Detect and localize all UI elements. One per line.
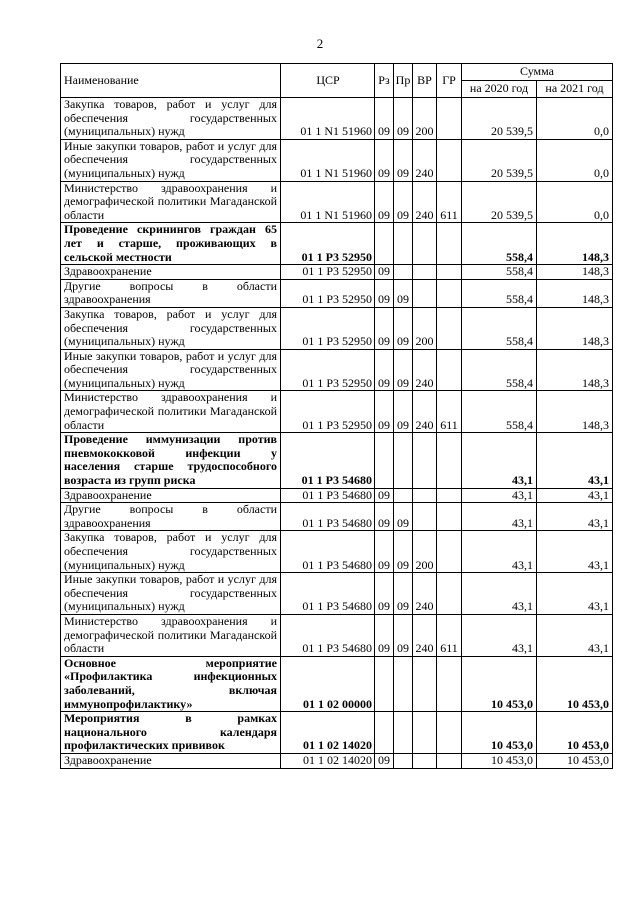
row-csr: 01 1 P3 54680 — [281, 433, 375, 488]
row-sum-2020: 20 539,5 — [462, 98, 537, 140]
row-csr: 01 1 02 14020 — [281, 712, 375, 754]
row-name: Закупка товаров, работ и услуг для обеспечения государственных (муниципальных) нужд — [61, 531, 281, 573]
row-sum-2020: 43,1 — [462, 488, 537, 503]
row-gr: 611 — [437, 614, 462, 656]
row-csr: 01 1 N1 51960 — [281, 139, 375, 181]
row-pr: 09 — [394, 573, 413, 615]
header-year-2020: на 2020 год — [462, 81, 537, 98]
header-vr: ВР — [413, 64, 437, 98]
row-sum-2021: 43,1 — [537, 503, 613, 531]
row-sum-2020: 10 453,0 — [462, 712, 537, 754]
row-vr — [413, 656, 437, 711]
row-pr — [394, 223, 413, 265]
row-pr — [394, 265, 413, 280]
row-rz: 09 — [375, 503, 394, 531]
table-header — [61, 64, 613, 98]
row-name: Здравоохранение — [61, 753, 281, 768]
row-pr — [394, 712, 413, 754]
row-sum-2020: 558,4 — [462, 307, 537, 349]
row-name: Министерство здравоохранения и демографической политики Магаданской области — [61, 391, 281, 433]
row-pr: 09 — [394, 307, 413, 349]
row-name: Другие вопросы в области здравоохранения — [61, 279, 281, 307]
row-csr: 01 1 N1 51960 — [281, 181, 375, 223]
row-name: Здравоохранение — [61, 488, 281, 503]
row-gr — [437, 488, 462, 503]
table-row — [61, 753, 613, 768]
row-sum-2021: 148,3 — [537, 349, 613, 391]
row-gr — [437, 307, 462, 349]
row-sum-2020: 10 453,0 — [462, 656, 537, 711]
row-vr — [413, 753, 437, 768]
row-pr: 09 — [394, 98, 413, 140]
row-sum-2020: 10 453,0 — [462, 753, 537, 768]
row-rz: 09 — [375, 279, 394, 307]
header-year-2021: на 2021 год — [537, 81, 613, 98]
row-vr: 240 — [413, 614, 437, 656]
row-rz: 09 — [375, 307, 394, 349]
row-name: Иные закупки товаров, работ и услуг для обеспечения государственных (муниципальных) нужд — [61, 349, 281, 391]
row-rz: 09 — [375, 349, 394, 391]
row-sum-2020: 43,1 — [462, 531, 537, 573]
row-rz — [375, 712, 394, 754]
table-row — [61, 614, 613, 656]
row-pr: 09 — [394, 614, 413, 656]
row-gr — [437, 531, 462, 573]
row-sum-2021: 10 453,0 — [537, 656, 613, 711]
row-vr — [413, 503, 437, 531]
row-vr: 200 — [413, 307, 437, 349]
row-gr — [437, 503, 462, 531]
row-pr: 09 — [394, 531, 413, 573]
row-name: Иные закупки товаров, работ и услуг для обеспечения государственных (муниципальных) нужд — [61, 573, 281, 615]
row-pr: 09 — [394, 181, 413, 223]
row-csr: 01 1 02 14020 — [281, 753, 375, 768]
header-pr: Пр — [394, 64, 413, 98]
row-gr — [437, 712, 462, 754]
row-sum-2021: 43,1 — [537, 488, 613, 503]
row-name: Министерство здравоохранения и демографической политики Магаданской области — [61, 614, 281, 656]
row-gr — [437, 139, 462, 181]
table-row — [61, 488, 613, 503]
row-vr: 240 — [413, 391, 437, 433]
row-gr — [437, 265, 462, 280]
table-row — [61, 181, 613, 223]
table-row — [61, 391, 613, 433]
table-row — [61, 223, 613, 265]
table-row — [61, 656, 613, 711]
row-gr — [437, 223, 462, 265]
row-sum-2021: 148,3 — [537, 265, 613, 280]
row-name: Мероприятия в рамках национального календаря профилактических прививок — [61, 712, 281, 754]
row-gr — [437, 279, 462, 307]
row-sum-2021: 148,3 — [537, 223, 613, 265]
row-sum-2021: 148,3 — [537, 279, 613, 307]
row-sum-2021: 148,3 — [537, 391, 613, 433]
row-name: Здравоохранение — [61, 265, 281, 280]
row-rz: 09 — [375, 181, 394, 223]
row-rz — [375, 433, 394, 488]
budget-table — [60, 63, 613, 769]
row-csr: 01 1 P3 54680 — [281, 614, 375, 656]
row-name: Иные закупки товаров, работ и услуг для обеспечения государственных (муниципальных) нужд — [61, 139, 281, 181]
row-csr: 01 1 P3 52950 — [281, 391, 375, 433]
row-name: Другие вопросы в области здравоохранения — [61, 503, 281, 531]
row-name: Проведение скринингов граждан 65 лет и старше, проживающих в сельской местности — [61, 223, 281, 265]
row-csr: 01 1 P3 54680 — [281, 488, 375, 503]
row-vr — [413, 488, 437, 503]
row-csr: 01 1 P3 52950 — [281, 307, 375, 349]
row-csr: 01 1 P3 52950 — [281, 349, 375, 391]
row-sum-2020: 558,4 — [462, 279, 537, 307]
row-csr: 01 1 P3 52950 — [281, 223, 375, 265]
row-vr: 200 — [413, 98, 437, 140]
row-sum-2021: 10 453,0 — [537, 753, 613, 768]
row-csr: 01 1 P3 52950 — [281, 265, 375, 280]
row-gr — [437, 753, 462, 768]
row-sum-2020: 558,4 — [462, 223, 537, 265]
row-sum-2020: 43,1 — [462, 433, 537, 488]
row-csr: 01 1 P3 54680 — [281, 573, 375, 615]
page-number: 2 — [316, 36, 324, 51]
table-row — [61, 503, 613, 531]
row-name: Закупка товаров, работ и услуг для обеспечения государственных (муниципальных) нужд — [61, 307, 281, 349]
row-rz — [375, 656, 394, 711]
row-rz: 09 — [375, 265, 394, 280]
row-pr — [394, 433, 413, 488]
row-sum-2021: 43,1 — [537, 573, 613, 615]
row-sum-2021: 10 453,0 — [537, 712, 613, 754]
row-sum-2020: 43,1 — [462, 573, 537, 615]
row-name: Закупка товаров, работ и услуг для обеспечения государственных (муниципальных) нужд — [61, 98, 281, 140]
row-csr: 01 1 N1 51960 — [281, 98, 375, 140]
row-pr — [394, 656, 413, 711]
header-name: Наименование — [61, 64, 281, 98]
row-pr: 09 — [394, 349, 413, 391]
row-sum-2020: 558,4 — [462, 391, 537, 433]
row-csr: 01 1 P3 54680 — [281, 531, 375, 573]
row-sum-2020: 43,1 — [462, 614, 537, 656]
row-vr — [413, 223, 437, 265]
row-pr — [394, 488, 413, 503]
row-rz: 09 — [375, 614, 394, 656]
row-vr: 200 — [413, 531, 437, 573]
row-csr: 01 1 P3 54680 — [281, 503, 375, 531]
table-row — [61, 139, 613, 181]
row-pr: 09 — [394, 139, 413, 181]
row-gr — [437, 656, 462, 711]
table-row — [61, 531, 613, 573]
table-row — [61, 349, 613, 391]
row-gr — [437, 98, 462, 140]
row-sum-2020: 558,4 — [462, 349, 537, 391]
row-rz — [375, 223, 394, 265]
row-sum-2021: 43,1 — [537, 614, 613, 656]
row-sum-2021: 0,0 — [537, 181, 613, 223]
table-row — [61, 279, 613, 307]
row-sum-2021: 43,1 — [537, 531, 613, 573]
row-sum-2021: 0,0 — [537, 139, 613, 181]
row-sum-2020: 20 539,5 — [462, 139, 537, 181]
row-csr: 01 1 P3 52950 — [281, 279, 375, 307]
table-row — [61, 712, 613, 754]
table-body — [61, 98, 613, 769]
row-sum-2021: 43,1 — [537, 433, 613, 488]
row-sum-2021: 148,3 — [537, 307, 613, 349]
row-pr — [394, 753, 413, 768]
header-sum: Сумма — [462, 64, 613, 81]
row-rz: 09 — [375, 531, 394, 573]
row-rz: 09 — [375, 488, 394, 503]
table-row — [61, 265, 613, 280]
header-csr: ЦСР — [281, 64, 375, 98]
row-pr: 09 — [394, 279, 413, 307]
table-row — [61, 98, 613, 140]
row-gr — [437, 573, 462, 615]
row-pr: 09 — [394, 503, 413, 531]
row-vr: 240 — [413, 349, 437, 391]
row-rz: 09 — [375, 98, 394, 140]
row-rz: 09 — [375, 573, 394, 615]
row-csr: 01 1 02 00000 — [281, 656, 375, 711]
row-sum-2020: 43,1 — [462, 503, 537, 531]
row-vr — [413, 265, 437, 280]
row-rz: 09 — [375, 391, 394, 433]
row-sum-2021: 0,0 — [537, 98, 613, 140]
row-vr — [413, 279, 437, 307]
row-vr — [413, 433, 437, 488]
row-rz: 09 — [375, 139, 394, 181]
table-row — [61, 433, 613, 488]
row-rz: 09 — [375, 753, 394, 768]
row-gr — [437, 349, 462, 391]
row-gr: 611 — [437, 181, 462, 223]
table-row — [61, 307, 613, 349]
header-gr: ГР — [437, 64, 462, 98]
row-vr: 240 — [413, 181, 437, 223]
row-vr: 240 — [413, 573, 437, 615]
row-vr — [413, 712, 437, 754]
row-sum-2020: 20 539,5 — [462, 181, 537, 223]
row-pr: 09 — [394, 391, 413, 433]
row-name: Проведение иммунизации против пневмококковой инфекции у населения старше трудоспособного возраста из групп риска — [61, 433, 281, 488]
header-rz: Рз — [375, 64, 394, 98]
table-row — [61, 573, 613, 615]
row-sum-2020: 558,4 — [462, 265, 537, 280]
row-name: Основное мероприятие «Профилактика инфекционных заболеваний, включая иммунопрофилактику» — [61, 656, 281, 711]
row-name: Министерство здравоохранения и демографической политики Магаданской области — [61, 181, 281, 223]
row-gr: 611 — [437, 391, 462, 433]
row-gr — [437, 433, 462, 488]
row-vr: 240 — [413, 139, 437, 181]
